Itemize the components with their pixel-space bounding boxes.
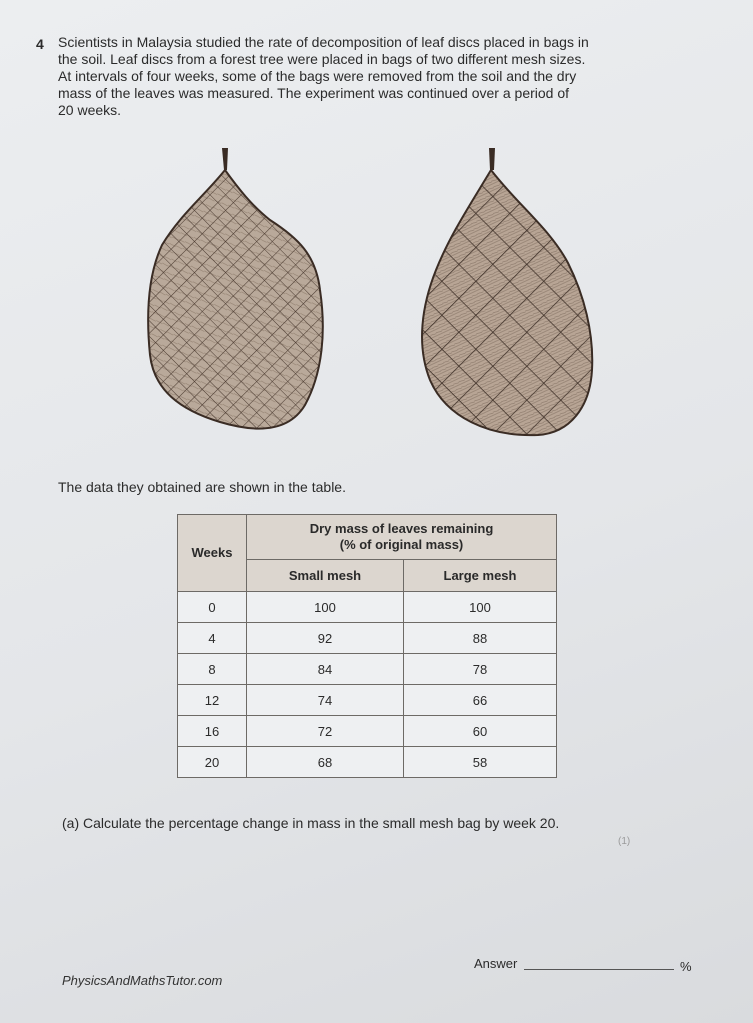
small-mesh-bag-icon xyxy=(140,140,330,445)
intro-line: the soil. Leaf discs from a forest tree were placed in bags of two different mesh sizes. xyxy=(58,51,586,67)
question-number: 4 xyxy=(36,36,44,52)
weeks-cell: 20 xyxy=(178,747,247,778)
table-row xyxy=(178,716,557,747)
question-intro xyxy=(58,34,658,119)
weeks-cell: 8 xyxy=(178,654,247,685)
table-row xyxy=(178,747,557,778)
small-mesh-cell: 72 xyxy=(247,716,404,747)
small-mesh-cell: 84 xyxy=(247,654,404,685)
weeks-cell: 12 xyxy=(178,685,247,716)
dry-mass-header-line1: Dry mass of leaves remaining xyxy=(309,521,494,536)
small-mesh-cell: 100 xyxy=(247,592,404,623)
part-a-question: (a) Calculate the percentage change in mass in the small mesh bag by week 20. xyxy=(62,815,560,831)
intro-line: mass of the leaves was measured. The experiment was continued over a period of xyxy=(58,85,570,101)
large-mesh-cell: 58 xyxy=(404,747,557,778)
intro-line: At intervals of four weeks, some of the bags were removed from the soil and the dry xyxy=(58,68,577,84)
dry-mass-header-line2: (% of original mass) xyxy=(339,537,464,552)
answer-line[interactable] xyxy=(524,969,674,970)
large-mesh-cell: 60 xyxy=(404,716,557,747)
dry-mass-header xyxy=(247,515,557,560)
large-mesh-header: Large mesh xyxy=(404,560,557,592)
table-row xyxy=(178,623,557,654)
table-intro: The data they obtained are shown in the table. xyxy=(58,479,346,495)
intro-line: 20 weeks. xyxy=(58,102,122,118)
small-mesh-cell: 74 xyxy=(247,685,404,716)
large-mesh-cell: 78 xyxy=(404,654,557,685)
table-row xyxy=(178,685,557,716)
marks-label: (1) xyxy=(618,836,631,847)
large-mesh-cell: 66 xyxy=(404,685,557,716)
answer-label: Answer xyxy=(474,956,518,971)
intro-line: Scientists in Malaysia studied the rate of decomposition of leaf discs placed in bags in xyxy=(58,34,589,50)
small-mesh-cell: 92 xyxy=(247,623,404,654)
footer-watermark: PhysicsAndMathsTutor.com xyxy=(62,973,223,988)
results-table xyxy=(177,514,557,778)
weeks-cell: 16 xyxy=(178,716,247,747)
table-row xyxy=(178,654,557,685)
large-mesh-cell: 100 xyxy=(404,592,557,623)
large-mesh-cell: 88 xyxy=(404,623,557,654)
weeks-cell: 0 xyxy=(178,592,247,623)
unit-label: % xyxy=(680,959,692,974)
weeks-cell: 4 xyxy=(178,623,247,654)
small-mesh-header: Small mesh xyxy=(247,560,404,592)
large-mesh-bag-icon xyxy=(408,145,598,445)
small-mesh-cell: 68 xyxy=(247,747,404,778)
table-row xyxy=(178,592,557,623)
weeks-header: Weeks xyxy=(178,515,247,592)
